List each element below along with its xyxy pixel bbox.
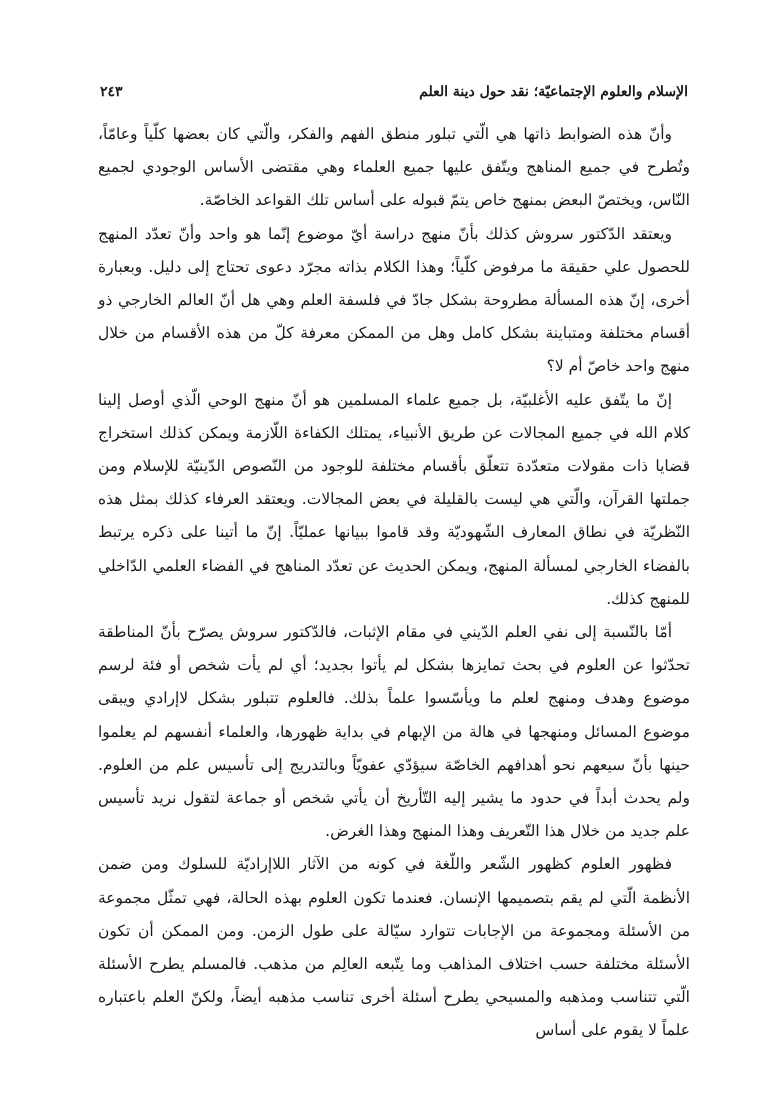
page-number: ٢٤٣ bbox=[100, 84, 123, 100]
paragraph-4: أمّا بالنّسبة إلى نفي العلم الدّيني في مقام الإثبات، فالدّكتور سروش يصرّح بأنّ المناطقة تحدّثوا عن العلوم في بحث تمايزها بشكل لم يأتوا بجديد؛ أي لم يأت شخص أو فئة لرسم موضوع وهدف ومنهج لعلم ما ويأسّسوا علماً بذلك. فالعلوم تتبلور بشكل لاإرادي ويبقى موضوع المسائل ومنهجها في هالة من الإبهام في بداية ظهورها، والعلماء أنفسهم لم يعلموا حينها بأنّ سيعهم نحو أهدافهم الخاصّة سيؤدّي عفويّاً وبالتدريج إلى تأسيس علم من العلوم. ولم يحدث أبداً في حدود ما يشير إليه التّأريخ أن يأتي شخص أو جماعة لتقول نريد تأسيس علم جديد من خلال هذا التّعريف وهذا المنهج وهذا الغرض. bbox=[98, 623, 690, 841]
paragraph-3: إنّ ما يتّفق عليه الأغلبيّة، بل جميع علماء المسلمين هو أنّ منهج الوحي الّذي أوصل إلينا كلام الله في جميع المجالات عن طريق الأنبياء، يمتلك الكفاءة اللّازمة ويمكن كذلك استخراج قضايا ذات مقولات متعدّدة تتعلّق بأقسام مختلفة للوجود من النّصوص الدّينيّة للإسلام ومن جملتها القرآن، والّتي هي ليست بالقليلة في بعض المجالات. ويعتقد العرفاء كذلك بمثل هذه النّظريّة في نطاق المعارف الشّهوديّة وقد قاموا ببيانها عمليّاً. إنّ ما أتينا على ذكره يرتبط بالفضاء الخارجي لمسألة المنهج، ويمكن الحديث عن تعدّد المناهج في الفضاء العلمي الدّاخلي للمنهج كذلك. bbox=[98, 390, 690, 608]
body-text bbox=[98, 118, 690, 1048]
paragraph-2: ويعتقد الدّكتور سروش كذلك بأنّ منهج دراسة أيّ موضوع إنّما هو واحد وأنّ تعدّد المنهج للحصول علي حقيقة ما مرفوض كلّياً؛ وهذا الكلام بذاته مجرّد دعوى تحتاج إلى دليل. وبعبارة أخرى، إنّ هذه المسألة مطروحة بشكل جادّ في فلسفة العلم وهي هل أنّ العالم الخارجي ذو أقسام مختلفة ومتباينة بشكل كامل وهل من الممكن معرفة كلّ من هذه الأقسام من خلال منهج واحد خاصّ أم لا؟ bbox=[98, 224, 690, 376]
running-header-title: الإسلام والعلوم الإجتماعيّة؛ نقد حول دينة العلم bbox=[419, 84, 688, 100]
running-header bbox=[100, 84, 688, 100]
paragraph-1: وأنّ هذه الضوابط ذاتها هي الّتي تبلور منطق الفهم والفكر، والّتي كان بعضها كلّياً وعامّاً، وتُطرح في جميع المناهج ويتّفق عليها جميع العلماء وهي مقتضى الأساس الوجودي لجميع النّاس، ويختصّ البعض بمنهج خاص يتمّ قبوله على أساس تلك القواعد الخاصّة. bbox=[98, 125, 690, 210]
paragraph-5: فظهور العلوم كظهور الشّعر واللّغة في كونه من الآثار اللاإراديّة للسلوك ومن ضمن الأنظمة الّتي لم يقم بتصميمها الإنسان. فعندما تكون العلوم بهذه الحالة، فهي تمثّل مجموعة من الأسئلة ومجموعة من الإجابات تتوارد سيّالة على طول الزمن. ومن الممكن أن تكون الأسئلة مختلفة حسب اختلاف المذاهب وما يتّبعه العالِم من مذهب. فالمسلم يطرح الأسئلة الّتي تتناسب ومذهبه والمسيحي يطرح أسئلة أخرى تناسب مذهبه أيضاً، ولكنّ العلم باعتباره علماً لا يقوم على أساس bbox=[98, 855, 690, 1040]
